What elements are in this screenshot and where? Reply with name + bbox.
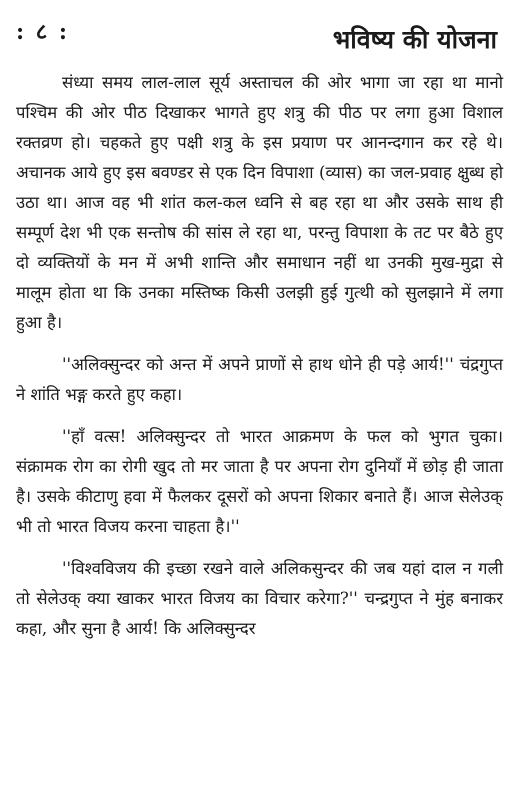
chapter-title: भविष्य की योजना	[332, 25, 497, 54]
paragraph: संध्या समय लाल-लाल सूर्य अस्ताचल की ओर भागा जा रहा था मानो पश्चिम की ओर पीठ दिखाकर भागते हुए शत्रु की पीठ पर लगा हुआ विशाल रक्तव्रण हो। चहकते हुए पक्षी शत्रु के इस प्रयाण पर आनन्दगान कर रहे थे। अचानक आये हुए इस बवण्डर से एक दिन विपाशा (व्यास) का जल-प्रवाह क्षुब्ध हो उठा था। आज वह भी शांत कल-कल ध्वनि से बह रहा था और उसके साथ ही सम्पूर्ण देश भी एक सन्तोष की सांस ले रहा था, परन्तु विपाशा के तट पर बैठे हुए दो व्यक्तियों के मन में अभी शान्ति और समाधान नहीं था उनकी मुख-मुद्रा से मालूम होता था कि उनका मस्तिष्क किसी उलझी हुई गुत्थी को सुलझाने में लगा हुआ है।	[16, 73, 503, 332]
page-header	[16, 10, 503, 54]
paragraph: ''हाँ वत्स! अलिक्सुन्दर तो भारत आक्रमण के फल को भुगत चुका। संक्रामक रोग का रोगी खुद तो मर जाता है पर अपना रोग दुनियाँ में छोड़ ही जाता है। उसके कीटाणु हवा में फैलकर दूसरों को अपना शिकार बनाते हैं। आज सेलेउक् भी तो भारत विजय करना चाहता है।''	[16, 427, 503, 536]
page-number: : ८ :	[16, 19, 70, 45]
paragraph: ''विश्वविजय की इच्छा रखने वाले अलिकसुन्दर की जब यहां दाल न गली तो सेलेउक् क्या खाकर भारत विजय का विचार करेगा?'' चन्द्रगुप्त ने मुंह बनाकर कहा, और सुना है आर्य! कि अलिक्सुन्दर	[16, 559, 503, 638]
paragraph: ''अलिक्सुन्दर को अन्त में अपने प्राणों से हाथ धोने ही पड़े आर्य!'' चंद्रगुप्त ने शांति भङ्ग करते हुए कहा।	[16, 355, 503, 404]
body-text	[16, 68, 503, 644]
